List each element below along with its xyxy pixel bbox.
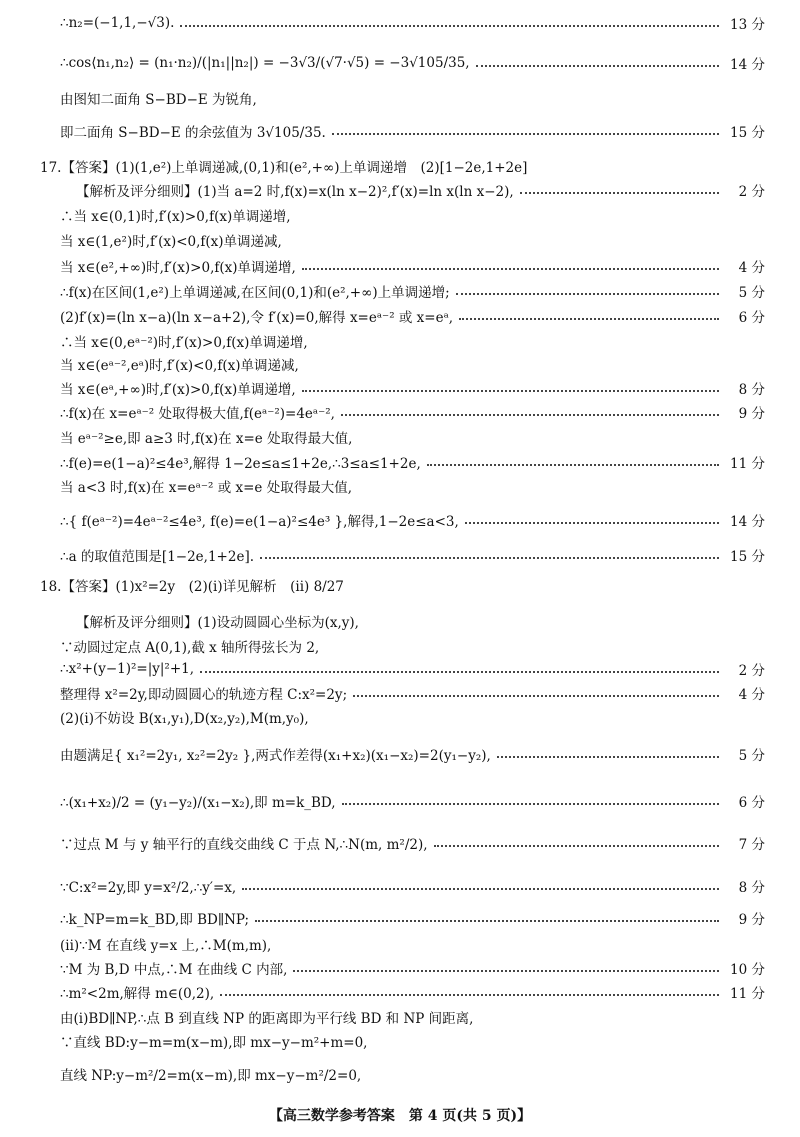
dot-leader bbox=[520, 192, 719, 194]
score-label: 15 分 bbox=[730, 125, 765, 141]
answer-line bbox=[60, 230, 765, 250]
answer-line bbox=[60, 88, 765, 108]
line-text: 当 eᵃ⁻²≥e,即 a≥3 时,f(x)在 x=e 处取得最大值, bbox=[60, 431, 353, 447]
answer-line bbox=[60, 908, 765, 928]
line-text: 整理得 x²=2y,即动圆圆心的轨迹方程 C:x²=2y; bbox=[60, 687, 348, 703]
dot-leader bbox=[302, 390, 719, 392]
answer-line bbox=[60, 53, 765, 73]
answer-line bbox=[40, 156, 765, 176]
score-label: 7 分 bbox=[738, 837, 765, 853]
score-label: 11 分 bbox=[730, 986, 765, 1002]
score-label: 14 分 bbox=[730, 57, 765, 73]
line-text: (2)(i)不妨设 B(x₁,y₁),D(x₂,y₂),M(m,y₀), bbox=[60, 711, 309, 727]
line-text: ∴x²+(y−1)²=|y|²+1, bbox=[60, 661, 195, 677]
dot-leader bbox=[180, 25, 719, 27]
score-label: 5 分 bbox=[738, 285, 765, 301]
line-text: ∴m²<2m,解得 m∈(0,2), bbox=[60, 986, 215, 1002]
answer-line bbox=[60, 476, 765, 496]
score-label: 2 分 bbox=[738, 184, 765, 200]
line-text: ∴f(e)=e(1−a)²≤4e³,解得 1−2e≤a≤1+2e,∴3≤a≤1+2e, bbox=[60, 456, 421, 472]
score-label: 8 分 bbox=[738, 880, 765, 896]
answer-line bbox=[60, 876, 765, 896]
line-text: ∴n₂=(−1,1,−√3). bbox=[60, 15, 175, 31]
answer-line bbox=[60, 1007, 765, 1027]
answer-line bbox=[60, 205, 765, 225]
answer-line bbox=[60, 744, 765, 764]
score-label: 6 分 bbox=[738, 310, 765, 326]
answer-line bbox=[60, 331, 765, 351]
line-text: ∴当 x∈(0,eᵃ⁻²)时,f′(x)>0,f(x)单调递增, bbox=[60, 335, 308, 351]
line-text: ∴当 x∈(0,1)时,f′(x)>0,f(x)单调递增, bbox=[60, 209, 291, 225]
answer-line bbox=[60, 452, 765, 472]
line-text: ∵M 为 B,D 中点,∴M 在曲线 C 内部, bbox=[60, 962, 288, 978]
score-label: 8 分 bbox=[738, 382, 765, 398]
score-label: 10 分 bbox=[730, 962, 765, 978]
dot-leader bbox=[302, 268, 719, 270]
answer-line bbox=[60, 121, 765, 141]
line-text: 当 a<3 时,f(x)在 x=eᵃ⁻² 或 x=e 处取得最大值, bbox=[60, 480, 352, 496]
dot-leader bbox=[220, 994, 719, 996]
line-text: 17.【答案】(1)(1,e²)上单调递减,(0,1)和(e²,+∞)上单调递增 (2)[1−2e,1+2e] bbox=[40, 160, 528, 176]
line-text: ∵直线 BD:y−m=m(x−m),即 mx−y−m²+m=0, bbox=[60, 1035, 368, 1051]
line-text: 当 x∈(eᵃ⁻²,eᵃ)时,f′(x)<0,f(x)单调递减, bbox=[60, 358, 299, 374]
line-text: (2)f′(x)=(ln x−a)(ln x−a+2),令 f′(x)=0,解得 x=eᵃ⁻² 或 x=eᵃ, bbox=[60, 310, 454, 326]
score-label: 4 分 bbox=[738, 260, 765, 276]
answer-line bbox=[60, 545, 765, 565]
answer-line bbox=[60, 256, 765, 276]
line-text: 当 x∈(e²,+∞)时,f′(x)>0,f(x)单调递增, bbox=[60, 260, 296, 276]
answer-line bbox=[60, 13, 765, 33]
dot-leader bbox=[200, 671, 719, 673]
score-label: 5 分 bbox=[738, 748, 765, 764]
line-text: (ii)∵M 在直线 y=x 上,∴M(m,m), bbox=[60, 938, 272, 954]
dot-leader bbox=[242, 888, 719, 890]
dot-leader bbox=[497, 756, 719, 758]
line-text: 当 x∈(1,e²)时,f′(x)<0,f(x)单调递减, bbox=[60, 234, 282, 250]
answer-line bbox=[60, 402, 765, 422]
answer-line bbox=[60, 683, 765, 703]
line-text: ∴f(x)在 x=eᵃ⁻² 处取得极大值,f(eᵃ⁻²)=4eᵃ⁻², bbox=[60, 406, 335, 422]
answer-line bbox=[60, 833, 765, 853]
answer-line bbox=[60, 427, 765, 447]
dot-leader bbox=[293, 970, 719, 972]
score-label: 15 分 bbox=[730, 549, 765, 565]
dot-leader bbox=[341, 414, 719, 416]
answer-line bbox=[60, 934, 765, 954]
line-text: 当 x∈(eᵃ,+∞)时,f′(x)>0,f(x)单调递增, bbox=[60, 382, 296, 398]
answer-line bbox=[60, 510, 765, 530]
answer-line bbox=[60, 791, 765, 811]
line-text: 【解析及评分细则】(1)当 a=2 时,f(x)=x(ln x−2)²,f′(x)=ln x(ln x−2), bbox=[76, 184, 514, 200]
dot-leader bbox=[465, 522, 719, 524]
dot-leader bbox=[353, 695, 719, 697]
score-label: 9 分 bbox=[738, 912, 765, 928]
answer-line bbox=[60, 378, 765, 398]
line-text: ∵C:x²=2y,即 y=x²/2,∴y′=x, bbox=[60, 880, 237, 896]
answer-line bbox=[60, 1031, 765, 1051]
score-label: 6 分 bbox=[738, 795, 765, 811]
answer-line bbox=[76, 611, 765, 631]
answer-line bbox=[76, 180, 765, 200]
dot-leader bbox=[427, 464, 719, 466]
answer-line bbox=[60, 659, 765, 679]
line-text: ∵动圆过定点 A(0,1),截 x 轴所得弦长为 2, bbox=[60, 640, 320, 656]
line-text: ∴k_NP=m=k_BD,即 BD∥NP; bbox=[60, 912, 250, 928]
dot-leader bbox=[456, 293, 719, 295]
line-text: ∴f(x)在区间(1,e²)上单调递减,在区间(0,1)和(e²,+∞)上单调递增; bbox=[60, 285, 450, 301]
answer-line bbox=[60, 354, 765, 374]
dot-leader bbox=[342, 803, 719, 805]
dot-leader bbox=[332, 133, 719, 135]
score-label: 4 分 bbox=[738, 687, 765, 703]
line-text: 由(i)BD∥NP,∴点 B 到直线 NP 的距离即为平行线 BD 和 NP 间距离, bbox=[60, 1011, 474, 1027]
dot-leader bbox=[260, 557, 719, 559]
line-text: ∴cos⟨n₁,n₂⟩ = (n₁·n₂)/(|n₁||n₂|) = −3√3/(√7·√5) = −3√105/35, bbox=[60, 55, 470, 71]
score-label: 2 分 bbox=[738, 663, 765, 679]
answer-line bbox=[60, 306, 765, 326]
line-text: 即二面角 S−BD−E 的余弦值为 3√105/35. bbox=[60, 125, 326, 141]
score-label: 9 分 bbox=[738, 406, 765, 422]
answer-line bbox=[60, 982, 765, 1002]
answer-line bbox=[60, 707, 765, 727]
page-footer: 【高三数学参考答案 第 4 页(共 5 页)】 bbox=[268, 1108, 532, 1124]
line-text: 【解析及评分细则】(1)设动圆圆心坐标为(x,y), bbox=[76, 615, 359, 631]
answer-line bbox=[40, 575, 765, 595]
answer-line bbox=[60, 636, 765, 656]
score-label: 11 分 bbox=[730, 456, 765, 472]
dot-leader bbox=[255, 920, 719, 922]
answer-line bbox=[60, 958, 765, 978]
score-label: 14 分 bbox=[730, 514, 765, 530]
line-text: 直线 NP:y−m²/2=m(x−m),即 mx−y−m²/2=0, bbox=[60, 1068, 362, 1084]
line-text: 由题满足{ x₁²=2y₁, x₂²=2y₂ },两式作差得(x₁+x₂)(x₁−x₂)=2(y₁−y₂), bbox=[60, 748, 491, 764]
line-text: ∴(x₁+x₂)/2 = (y₁−y₂)/(x₁−x₂),即 m=k_BD, bbox=[60, 795, 336, 811]
answer-line bbox=[60, 1064, 765, 1084]
answer-line bbox=[60, 281, 765, 301]
line-text: ∴{ f(eᵃ⁻²)=4eᵃ⁻²≤4e³, f(e)=e(1−a)²≤4e³ },解得,1−2e≤a<3, bbox=[60, 514, 459, 530]
dot-leader bbox=[459, 318, 719, 320]
line-text: ∴a 的取值范围是[1−2e,1+2e]. bbox=[60, 549, 255, 565]
score-label: 13 分 bbox=[730, 17, 765, 33]
line-text: 由图知二面角 S−BD−E 为锐角, bbox=[60, 92, 257, 108]
dot-leader bbox=[434, 845, 719, 847]
line-text: ∵过点 M 与 y 轴平行的直线交曲线 C 于点 N,∴N(m, m²/2), bbox=[60, 837, 428, 853]
line-text: 18.【答案】(1)x²=2y (2)(i)详见解析 (ii) 8/27 bbox=[40, 579, 344, 595]
dot-leader bbox=[476, 65, 719, 67]
